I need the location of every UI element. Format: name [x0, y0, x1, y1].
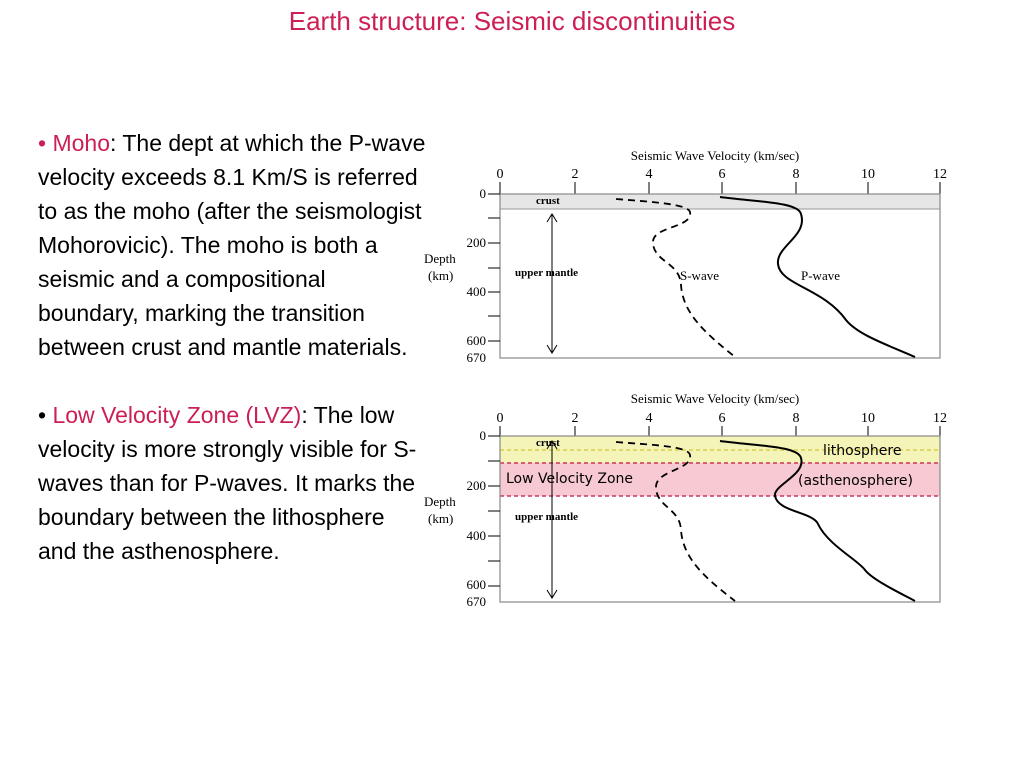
top-x-tick-10: 10	[861, 167, 875, 182]
bottom-x-tick-0: 0	[496, 411, 504, 426]
top-depth-tick-400: 400	[466, 284, 486, 299]
lithosphere-label: lithosphere	[823, 443, 902, 459]
top-x-tick-4: 4	[645, 167, 653, 182]
bottom-diagram	[424, 391, 947, 609]
lvz-paragraph	[38, 398, 428, 568]
top-axis-title: Seismic Wave Velocity (km/sec)	[630, 148, 800, 163]
lvz-term: Low Velocity Zone (LVZ)	[52, 402, 302, 428]
top-depth-unit: (km)	[428, 268, 454, 283]
slide-title: Earth structure: Seismic discontinuities	[288, 6, 736, 36]
asthenosphere-label: (asthenosphere)	[798, 473, 913, 489]
top-p-wave-label: P-wave	[801, 268, 840, 283]
top-s-wave-label: S-wave	[680, 268, 719, 283]
top-x-tick-8: 8	[792, 167, 800, 182]
bottom-axis-title: Seismic Wave Velocity (km/sec)	[630, 391, 800, 406]
bottom-depth-unit: (km)	[428, 511, 454, 526]
top-depth-label: Depth	[424, 251, 456, 266]
lvz-text: : The low velocity is more strongly visible for S-waves than for P-waves. It marks the boundary between the lithosphere and the asthenosphere.	[38, 402, 417, 564]
moho-term: Moho	[52, 130, 110, 156]
top-crust-band	[500, 194, 940, 209]
seismic-velocity-diagrams	[418, 140, 958, 610]
bottom-depth-tick-0: 0	[479, 428, 486, 443]
bottom-x-tick-12: 12	[933, 411, 947, 426]
top-depth-tick-0: 0	[479, 186, 486, 201]
lvz-label: Low Velocity Zone	[506, 471, 634, 487]
top-diagram	[424, 148, 947, 365]
top-depth-tick-600: 600	[466, 333, 486, 348]
lvz-bullet: •	[38, 402, 53, 428]
seismic-velocity-figure	[418, 140, 958, 610]
bottom-x-tick-8: 8	[792, 411, 800, 426]
top-x-tick-6: 6	[718, 167, 726, 182]
top-x-tick-2: 2	[571, 167, 579, 182]
bottom-x-tick-2: 2	[571, 411, 579, 426]
moho-bullet: •	[38, 130, 53, 156]
top-crust-label: crust	[536, 195, 560, 207]
top-x-tick-0: 0	[496, 167, 504, 182]
top-depth-tick-200: 200	[466, 235, 486, 250]
bottom-depth-tick-400: 400	[466, 528, 486, 543]
bottom-depth-tick-200: 200	[466, 478, 486, 493]
bottom-crust-label: crust	[536, 437, 560, 449]
top-x-tick-12: 12	[933, 167, 947, 182]
top-depth-tick-670: 670	[466, 350, 486, 365]
moho-paragraph	[38, 126, 428, 364]
bottom-depth-label: Depth	[424, 494, 456, 509]
bottom-x-tick-10: 10	[861, 411, 875, 426]
bottom-upper-mantle-label: upper mantle	[515, 511, 579, 523]
bottom-x-tick-4: 4	[645, 411, 653, 426]
top-upper-mantle-label: upper mantle	[515, 267, 579, 279]
bottom-depth-tick-600: 600	[466, 577, 486, 592]
bottom-depth-tick-670: 670	[466, 594, 486, 609]
moho-text: : The dept at which the P-wave velocity exceeds 8.1 Km/S is referred to as the moho (after the seismologist Mohorovicic). The moho is both a seismic and a compositional boundary, marking the transition between crust and mantle materials.	[38, 130, 426, 360]
bottom-x-tick-6: 6	[718, 411, 726, 426]
body-text	[38, 126, 428, 568]
